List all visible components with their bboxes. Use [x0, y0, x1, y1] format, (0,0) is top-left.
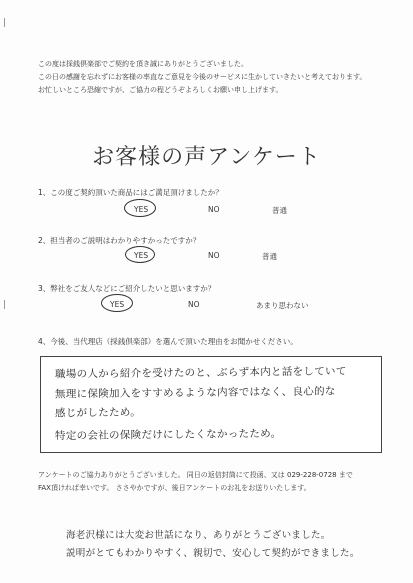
- outro-line: アンケートのご協力ありがとうございました。 同日の返信封筒にて投函、又は 029-228-0728 まで: [38, 471, 353, 479]
- answer-line: 無理に保険加入をすすめるような内容ではなく、良心的な: [54, 385, 336, 401]
- q1-option-neutral[interactable]: 普通: [272, 206, 287, 215]
- answer-box[interactable]: [40, 356, 382, 453]
- q1-option-yes[interactable]: YES: [134, 205, 149, 214]
- scan-margin-mark: [4, 300, 8, 309]
- q2-option-no[interactable]: NO: [208, 251, 220, 260]
- answer-line: 感じがしたため。: [54, 406, 142, 420]
- answer-line: 特定の会社の保険だけにしたくなかったため。: [54, 427, 282, 443]
- answer-line: 職場の人から紹介を受けたのと、ぶらず本内と話をしていて: [54, 365, 347, 381]
- staff-comment-line: 海老沢様には大変お世話になり、ありがとうございました。: [66, 530, 331, 541]
- q3-selected-circle: [101, 294, 133, 312]
- q1-option-no[interactable]: NO: [208, 205, 220, 214]
- outro-line: FAX頂ければ幸いです。 ささやかですが、後日アンケートのお礼をお送りいたします。: [38, 484, 311, 492]
- outro-text: [38, 469, 398, 495]
- intro-line: お忙しいところ恐縮ですが、ご協力の程どうぞよろしくお願い申し上げます。: [38, 86, 283, 94]
- q3-option-yes[interactable]: YES: [110, 300, 125, 309]
- question-3: 3、弊社をご友人などにご紹介したいと思いますか？: [38, 284, 216, 293]
- q2-option-yes[interactable]: YES: [134, 251, 149, 260]
- question-4: 4、今後、当代理店（採銭倶楽部）を選んで頂いた理由をお聞かせください。: [38, 337, 298, 346]
- q3-option-no[interactable]: NO: [188, 300, 200, 309]
- scan-margin-mark: [4, 18, 8, 27]
- q2-option-neutral[interactable]: 普通: [262, 252, 277, 261]
- intro-line: この日の感謝を忘れずにお客様の率直なご意見を今後のサービスに生かしていきたいと考えております。: [38, 73, 367, 81]
- staff-comment-line: 説明がとてもわかりやすく、親切で、安心して契約ができました。: [66, 548, 360, 559]
- question-2: 2、担当者のご説明はわかりやすかったですか？: [38, 236, 201, 245]
- q3-option-rarely[interactable]: あまり思わない: [256, 301, 309, 310]
- q2-selected-circle: [125, 246, 155, 263]
- intro-line: この度は採銭倶楽部でご契約を頂き誠にありがとうございました。: [38, 60, 248, 68]
- q1-selected-circle: [124, 199, 156, 217]
- survey-title: お客様の声アンケート: [92, 145, 321, 170]
- question-1: 1、この度ご契約頂いた商品にはご満足頂けましたか？: [38, 188, 223, 197]
- intro-text: [38, 58, 398, 97]
